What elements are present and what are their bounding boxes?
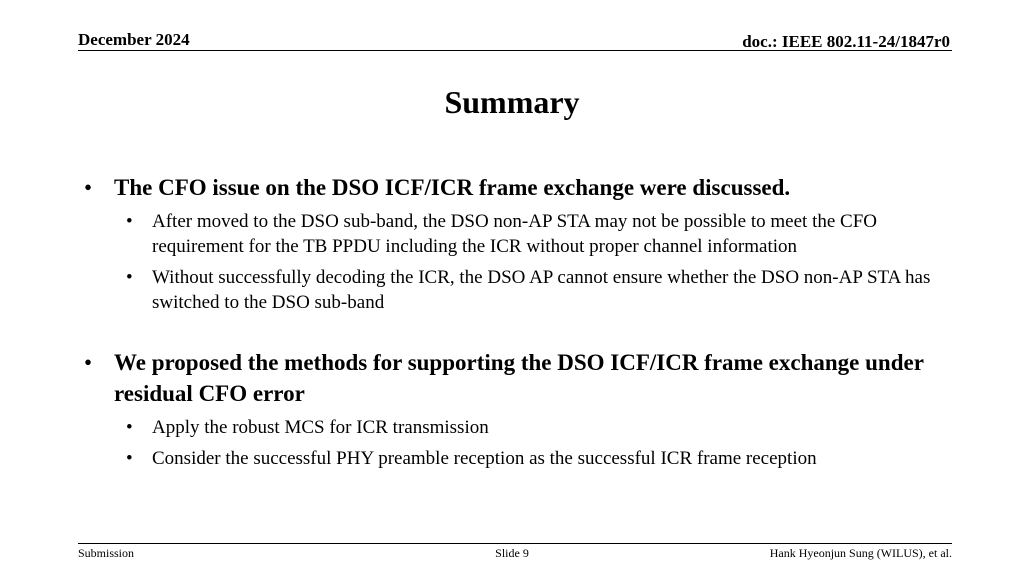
bullet-marker: • [126, 211, 133, 232]
slide-title: Summary [444, 84, 580, 120]
bullet-2-sub-2 [84, 446, 964, 471]
bullet-2-text: We proposed the methods for supporting the DSO ICF/ICR frame exchange under residual CFO error [114, 350, 924, 406]
bullet-1-text: The CFO issue on the DSO ICF/ICR frame exchange were discussed. [114, 175, 791, 200]
bullet-1-sub-2-text: Without successfully decoding the ICR, the DSO AP cannot ensure whether the DSO non-AP STA has switched to the DSO sub-band [152, 267, 931, 313]
bullet-marker: • [126, 417, 133, 438]
bullet-1 [84, 172, 964, 203]
bullet-1-sub-1 [84, 209, 964, 259]
header-date: December 2024 [78, 30, 190, 49]
footer-submission: Submission [78, 546, 135, 560]
header-doc-id: doc.: IEEE 802.11-24/1847r0 [742, 32, 950, 51]
footer-rule [78, 543, 952, 544]
spacer [84, 321, 964, 347]
bullet-marker: • [126, 448, 133, 469]
bullet-2 [84, 347, 964, 409]
bullet-2-sub-1-text: Apply the robust MCS for ICR transmission [152, 417, 489, 438]
bullet-2-sub-2-text: Consider the successful PHY preamble reception as the successful ICR frame reception [152, 448, 817, 469]
bullet-marker: • [84, 350, 93, 375]
bullet-1-sub-1-text: After moved to the DSO sub-band, the DSO non-AP STA may not be possible to meet the CFO requirement for the TB PPDU including the ICR without proper channel information [152, 211, 877, 257]
footer-slide-number: Slide 9 [495, 546, 529, 560]
bullet-marker: • [126, 267, 133, 288]
header-rule [78, 50, 952, 51]
bullet-marker: • [84, 175, 93, 200]
bullet-1-sub-2 [84, 265, 964, 315]
footer-author: Hank Hyeonjun Sung (WILUS), et al. [769, 546, 952, 560]
slide-content [84, 172, 964, 477]
bullet-2-sub-1 [84, 415, 964, 440]
